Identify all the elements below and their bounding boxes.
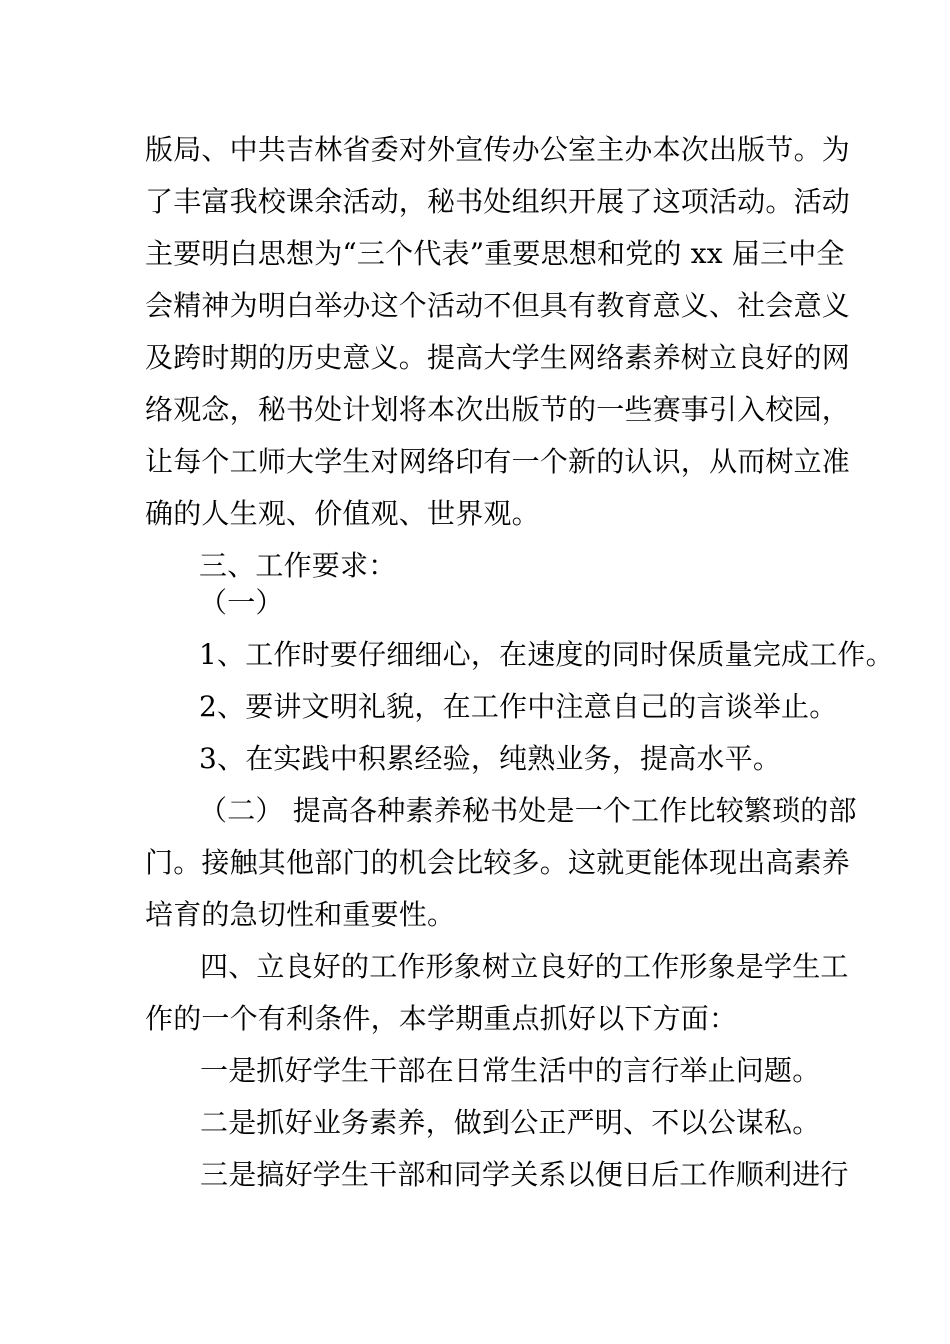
paragraph-line: 版局、中共吉林省委对外宣传办公室主办本次出版节。为 bbox=[145, 133, 851, 166]
section-heading: 三、工作要求： bbox=[199, 549, 397, 582]
list-item: 2、要讲文明礼貌，在工作中注意自己的言谈举止。 bbox=[199, 690, 838, 723]
paragraph-line: 让每个工师大学生对网络印有一个新的认识，从而树立准 bbox=[145, 445, 851, 478]
paragraph-line: 及跨时期的历史意义。提高大学生网络素养树立良好的网 bbox=[145, 341, 851, 374]
paragraph-line: 会精神为明白举办这个活动不但具有教育意义、社会意义 bbox=[145, 289, 851, 322]
list-item: 三是搞好学生干部和同学关系以便日后工作顺利进行 bbox=[200, 1158, 849, 1191]
subsection-paragraph: （二） 提高各种素养秘书处是一个工作比较繁琐的部 bbox=[199, 794, 857, 827]
section-heading: 四、立良好的工作形象树立良好的工作形象是学生工 bbox=[200, 950, 849, 983]
list-item: 1、工作时要仔细细心，在速度的同时保质量完成工作。 bbox=[199, 638, 894, 671]
list-item: 二是抓好业务素养，做到公正严明、不以公谋私。 bbox=[200, 1106, 821, 1139]
paragraph-line: 门。接触其他部门的机会比较多。这就更能体现出高素养 bbox=[145, 846, 851, 879]
list-item: 一是抓好学生干部在日常生活中的言行举止问题。 bbox=[200, 1054, 821, 1087]
paragraph-line: 培育的急切性和重要性。 bbox=[145, 898, 456, 931]
list-item: 3、在实践中积累经验，纯熟业务，提高水平。 bbox=[199, 742, 782, 775]
paragraph-line: 确的人生观、价值观、世界观。 bbox=[145, 497, 540, 530]
paragraph-line: 络观念，秘书处计划将本次出版节的一些赛事引入校园， bbox=[145, 393, 851, 426]
paragraph-line: 作的一个有利条件，本学期重点抓好以下方面： bbox=[145, 1002, 738, 1035]
subsection-heading: （一） bbox=[199, 586, 284, 619]
paragraph-line: 主要明白思想为“三个代表”重要思想和党的 xx 届三中全 bbox=[145, 237, 845, 270]
paragraph-line: 了丰富我校课余活动，秘书处组织开展了这项活动。活动 bbox=[145, 185, 851, 218]
